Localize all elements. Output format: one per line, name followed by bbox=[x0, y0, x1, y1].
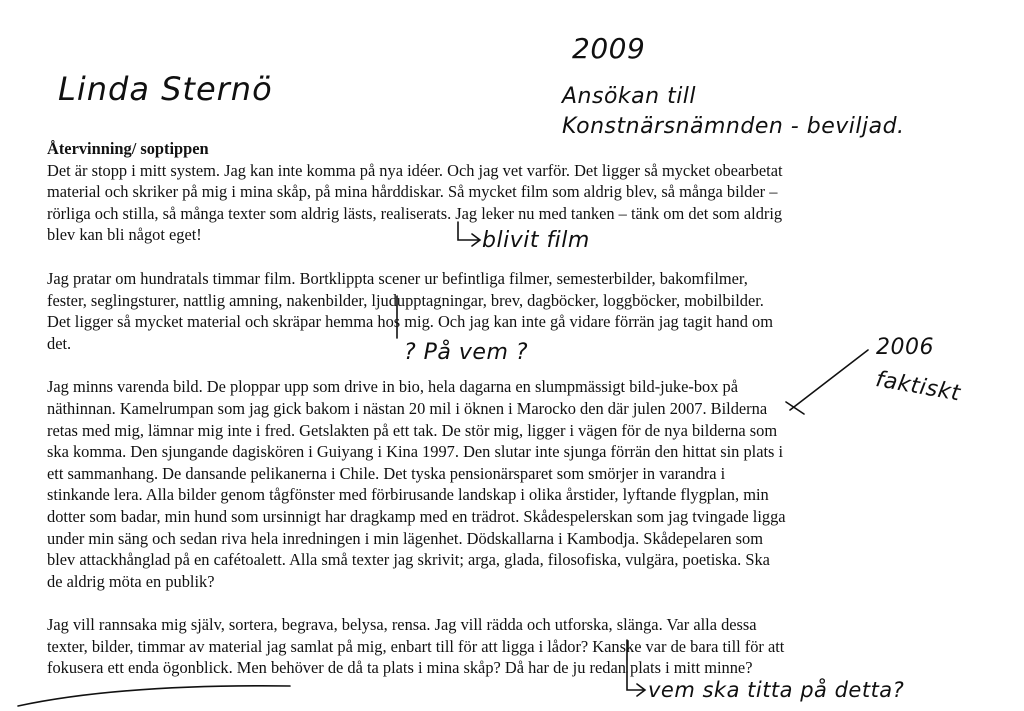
handwritten-application-line2: Konstnärsnämnden - beviljad. bbox=[562, 114, 905, 139]
handwritten-note-pa-vem: ? På vem ? bbox=[404, 340, 529, 365]
handwritten-application-line1: Ansökan till bbox=[562, 84, 697, 109]
paragraph-2: Jag pratar om hundratals timmar film. Bortklippta scener ur befintliga filmer, semesterbilder, bakomfilmer, fester, seglingsturer, nattlig amning, nakenbilder, ljudupptagningar, brev, dagböcker, loggböcker, mobilbilder. Det ligger så mycket material och skräpar hemma hos mig. Och jag kan inte gå vidare förrän jag tagit hand om det. bbox=[47, 268, 773, 353]
document-heading: Återvinning/ soptippen bbox=[47, 139, 209, 158]
handwritten-author-name: Linda Sternö bbox=[58, 70, 273, 108]
paragraph-3: Jag minns varenda bild. De ploppar upp som drive in bio, hela dagarna en slumpmässigt bild-juke-box på näthinnan. Kamelrumpan som jag gick bakom i nästan 20 mil i öknen i Marocko den där julen 2007. Bilderna retas med mig, lämnar mig inte i fred. Getslakten på ett tak. De stör mig, ligger i vägen för de nya bilderna som ska komma. Den sjungande dagiskören i Guiyang i Kina 1997. Den slutar inte sjunga förrän den hittat sin plats i ett sammanhang. De dansande pelikanerna i Chile. Det tyska pensionärsparet som smörjer in varandra i stinkande lera. Alla bilder genom tågfönster med förbirusande landskap i olika årstider, lyftande flygplan, min dotter som badar, min hund som ursinnigt har dragkamp med en trädrot. Skådespelerskan som jag tvingade ligga under min säng och sedan riva hela inredningen i min lägenhet. Dödskallarna i Kambodja. Skådepelaren som blev attackhånglad på en cafétoalett. Alla små texter jag skrivit; arga, glada, filosofiska, vulgära, poetiska. Ska de aldrig möta en publik? bbox=[47, 377, 786, 591]
handwritten-note-faktiskt: faktiskt bbox=[873, 367, 963, 407]
handwritten-note-blivit-film: blivit film bbox=[482, 228, 590, 253]
handwritten-year: 2009 bbox=[572, 32, 646, 65]
arrow-to-2006 bbox=[790, 350, 868, 410]
handwritten-note-2006: 2006 bbox=[876, 335, 934, 360]
paragraph-1: Det är stopp i mitt system. Jag kan inte komma på nya idéer. Och jag vet varför. Det ligger så mycket obearbetat material och skriker på mig i mina skåp, på mina hårddiskar. Så mycket film som aldrig blev, så många bilder – rörliga och stilla, så många texter som aldrig lästs, realiserats. Jag leker nu med tanken – tänk om det som aldrig blev kan bli något eget! bbox=[47, 160, 783, 245]
arrow-to-vem-ska-titta bbox=[627, 672, 645, 696]
arrow-to-blivit-film bbox=[458, 222, 480, 246]
strike-mark-2007 bbox=[786, 402, 804, 414]
paragraph-4: Jag vill rannsaka mig själv, sortera, begrava, belysa, rensa. Jag vill rädda och utforska, slänga. Var alla dessa texter, bilder, timmar av material jag samlat på mig, enbart till för att ligga i lådor? Kanske var de bara till för att fokusera ett enda ögonblick. Men behöver de då ta plats i mina skåp? Då har de ju redan plats i mitt minne? bbox=[47, 615, 785, 678]
handwritten-note-vem-ska-titta: vem ska titta på detta? bbox=[648, 678, 905, 702]
margin-curve bbox=[18, 686, 290, 706]
